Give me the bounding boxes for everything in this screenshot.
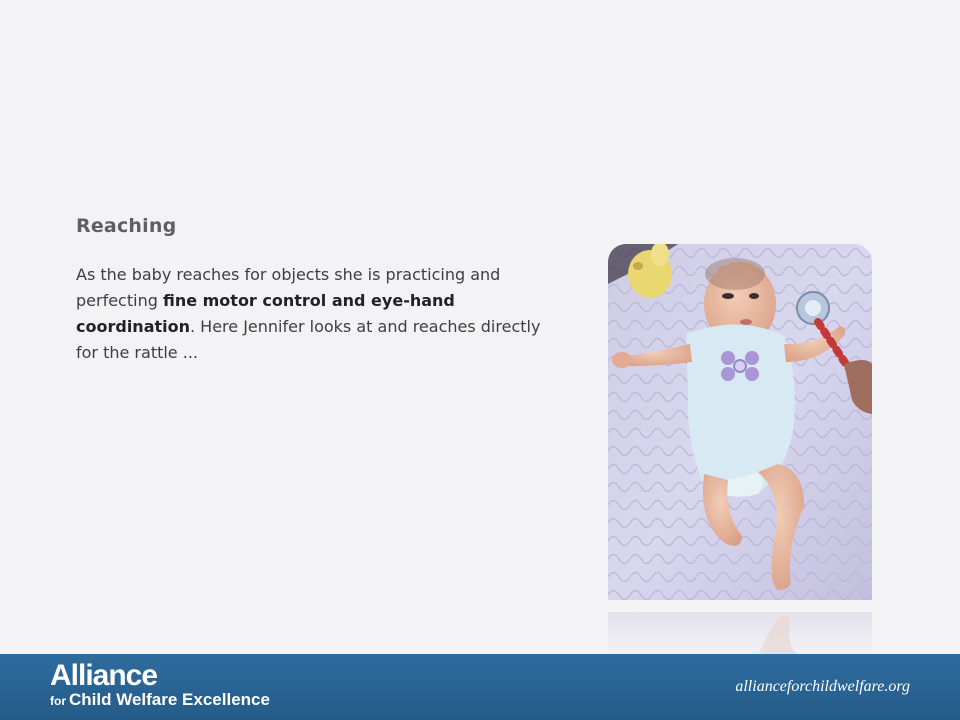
slide-title: Reaching: [76, 215, 177, 237]
website-url: allianceforchildwelfare.org: [735, 678, 910, 695]
baby-photo-reflection: [608, 612, 872, 656]
baby-photo: [608, 244, 872, 600]
logo-for: for: [50, 694, 66, 708]
body-text-part1: As the baby reaches for objects she is practicing and perfecting: [76, 265, 501, 310]
logo-sub-text: Child Welfare Excellence: [69, 690, 270, 709]
body-text-part2: . Here Jennifer looks at and reaches directly for the rattle ...: [76, 317, 541, 362]
baby-photo-icon: [608, 244, 872, 600]
baby-photo-reflection-icon: [608, 612, 872, 656]
logo-subtitle: [50, 690, 270, 710]
logo-alliance: Alliance: [50, 659, 158, 692]
body-text-bold: fine motor control and eye-hand coordination: [76, 291, 455, 336]
slide-body-text: [76, 262, 546, 366]
